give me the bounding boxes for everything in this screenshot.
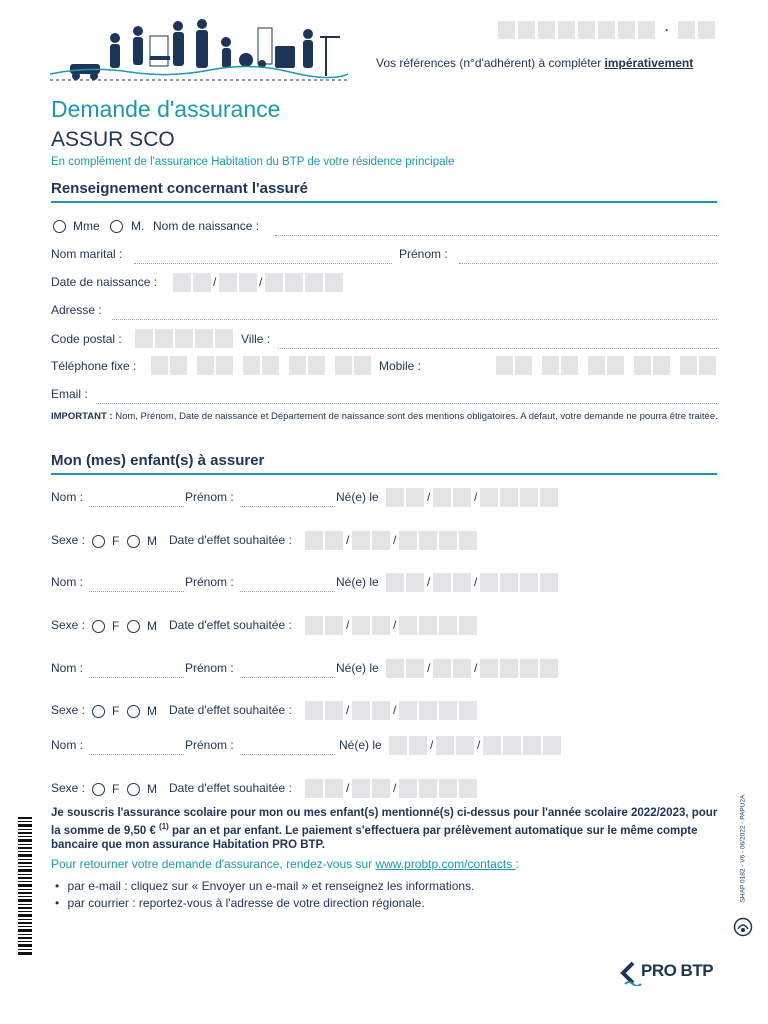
important-note (51, 411, 719, 423)
child-birth-date-box[interactable] (503, 736, 521, 755)
important-label: IMPORTANT : (51, 411, 113, 422)
child-birth-date-box[interactable] (406, 573, 424, 592)
effect-date-box[interactable] (325, 531, 343, 550)
references-label (376, 56, 693, 70)
date-slash: / (346, 781, 350, 795)
date-slash: / (427, 575, 431, 589)
mobile-box[interactable] (588, 356, 605, 375)
effect-date-label: Date d'effet souhaitée : (169, 618, 292, 632)
subscription-text-b: par an et par enfant. Le paiement s'effectuera par prélèvement automatique sur le même compte bancaire que mon assurance Habitation PRO BTP. (51, 824, 698, 851)
child-first-name-label: Prénom : (185, 661, 234, 675)
label-birth-date: Date de naissance : (51, 275, 158, 289)
label-mobile: Mobile : (379, 359, 422, 373)
mobile-box[interactable] (496, 356, 513, 375)
child-birth-date-box[interactable] (456, 736, 474, 755)
child-born-label: Né(e) le (336, 490, 379, 504)
ref-box[interactable] (578, 21, 595, 39)
child-name-label: Nom : (51, 575, 84, 589)
date-slash: / (474, 575, 478, 589)
child-name-label: Nom : (51, 490, 84, 504)
child-birth-date-box[interactable] (523, 736, 541, 755)
references-emphasis: impérativement (604, 56, 694, 70)
effect-date-box[interactable] (305, 616, 323, 635)
email-field[interactable] (96, 403, 717, 404)
child-birth-date-box[interactable] (520, 659, 538, 678)
bullet-mail-text: par courrier : reportez-vous à l'adresse de votre direction régionale. (67, 896, 425, 910)
workers-illustration (50, 16, 348, 86)
mobile-box[interactable] (653, 356, 670, 375)
effect-date-box[interactable] (439, 616, 457, 635)
radio-mme[interactable] (53, 220, 66, 233)
effect-date-box[interactable] (372, 701, 390, 720)
product-name: ASSUR SCO (51, 128, 175, 151)
child-first-name-label: Prénom : (185, 575, 234, 589)
child-birth-date-box[interactable] (453, 659, 471, 678)
effect-date-box[interactable] (305, 531, 323, 550)
label-m: M. (131, 219, 145, 233)
mobile-box[interactable] (699, 356, 716, 375)
phone-box[interactable] (243, 356, 260, 375)
mobile-box[interactable] (680, 356, 697, 375)
ref-box[interactable] (598, 21, 615, 39)
label-m-child: M (147, 782, 157, 796)
child-sex-label: Sexe : (51, 703, 86, 717)
child-birth-date-box[interactable] (433, 488, 451, 507)
date-slash: / (393, 703, 397, 717)
date-slash: / (474, 490, 478, 504)
label-m-child: M (147, 704, 157, 718)
mobile-box[interactable] (634, 356, 651, 375)
subscription-text (51, 806, 721, 852)
ref-box[interactable] (678, 21, 695, 39)
date-slash: / (393, 533, 397, 547)
effect-date-box[interactable] (399, 779, 417, 798)
document-code: SHAP 0182 - V6 - 06/2022 - PAPU2A (739, 794, 747, 903)
child-birth-date-box[interactable] (433, 573, 451, 592)
label-email: Email : (51, 387, 88, 401)
child-birth-date-box[interactable] (389, 736, 407, 755)
child-birth-date-box[interactable] (453, 573, 471, 592)
date-slash: / (213, 275, 217, 289)
effect-date-box[interactable] (399, 531, 417, 550)
round-logo-icon (733, 917, 753, 937)
bullet-dot: • (55, 896, 60, 910)
child-first-name-field[interactable] (240, 677, 335, 678)
married-name-field[interactable] (134, 263, 392, 264)
child-name-field[interactable] (89, 754, 184, 755)
birth-year-box[interactable] (325, 273, 343, 292)
effect-date-box[interactable] (325, 616, 343, 635)
child-birth-date-box[interactable] (500, 573, 518, 592)
effect-date-box[interactable] (459, 531, 477, 550)
section-children-title: Mon (mes) enfant(s) à assurer (51, 452, 717, 475)
subtitle: En complément de l'assurance Habitation du BTP de votre résidence principale (51, 156, 455, 168)
child-name-field[interactable] (89, 591, 184, 592)
effect-date-box[interactable] (305, 779, 323, 798)
effect-date-box[interactable] (352, 779, 370, 798)
child-birth-date-box[interactable] (520, 488, 538, 507)
date-slash: / (393, 781, 397, 795)
ref-box[interactable] (698, 21, 715, 39)
child-born-label: Né(e) le (336, 575, 379, 589)
phone-box[interactable] (170, 356, 187, 375)
child-born-label: Né(e) le (339, 738, 382, 752)
effect-date-label: Date d'effet souhaitée : (169, 703, 292, 717)
effect-date-box[interactable] (352, 616, 370, 635)
radio-f[interactable] (92, 535, 105, 548)
postal-code-box[interactable] (175, 329, 193, 348)
return-text-main: Pour retourner votre demande d'assurance, rendez-vous sur (51, 857, 376, 871)
date-slash: / (430, 738, 434, 752)
effect-date-box[interactable] (459, 779, 477, 798)
date-slash: / (474, 661, 478, 675)
child-birth-date-box[interactable] (543, 736, 561, 755)
child-birth-date-box[interactable] (540, 659, 558, 678)
child-birth-date-box[interactable] (540, 573, 558, 592)
subscription-footnote: (1) (159, 822, 169, 831)
phone-box[interactable] (308, 356, 325, 375)
child-birth-date-box[interactable] (500, 659, 518, 678)
references-text: Vos références (n°d'adhérent) à compléter (376, 56, 605, 70)
postal-code-box[interactable] (135, 329, 153, 348)
birth-year-box[interactable] (265, 273, 283, 292)
important-text: Nom, Prénom, Date de naissance et Département de naissance sont des mentions obligatoires. A défaut, votre demande ne pourra être traitée. (112, 411, 718, 422)
effect-date-box[interactable] (399, 616, 417, 635)
bullet-mail (55, 896, 425, 910)
contacts-link[interactable]: www.probtp.com/contacts (375, 857, 516, 871)
date-slash: / (346, 533, 350, 547)
child-sex-label: Sexe : (51, 533, 86, 547)
city-field[interactable] (278, 348, 717, 349)
label-birth-name: Nom de naissance : (153, 219, 260, 233)
child-birth-date-box[interactable] (500, 488, 518, 507)
effect-date-box[interactable] (419, 531, 437, 550)
child-birth-date-box[interactable] (436, 736, 454, 755)
mobile-box[interactable] (515, 356, 532, 375)
label-address: Adresse : (51, 303, 102, 317)
label-mme: Mme (73, 219, 100, 233)
date-slash: / (427, 490, 431, 504)
child-birth-date-box[interactable] (480, 573, 498, 592)
effect-date-box[interactable] (439, 531, 457, 550)
child-birth-date-box[interactable] (453, 488, 471, 507)
ref-box[interactable] (498, 21, 515, 39)
label-f: F (112, 782, 120, 796)
child-sex-label: Sexe : (51, 618, 86, 632)
date-slash: / (346, 703, 350, 717)
effect-date-box[interactable] (352, 701, 370, 720)
label-city: Ville : (241, 332, 271, 346)
radio-m[interactable] (110, 220, 123, 233)
child-birth-date-box[interactable] (386, 659, 404, 678)
effect-date-box[interactable] (419, 779, 437, 798)
effect-date-box[interactable] (419, 701, 437, 720)
effect-date-box[interactable] (352, 531, 370, 550)
label-postal-code: Code postal : (51, 332, 122, 346)
effect-date-label: Date d'effet souhaitée : (169, 533, 292, 547)
child-first-name-label: Prénom : (185, 738, 234, 752)
probtp-logo-text: PRO BTP (641, 961, 714, 980)
birth-month-box[interactable] (239, 273, 257, 292)
postal-code-box[interactable] (155, 329, 173, 348)
label-married-name: Nom marital : (51, 247, 123, 261)
radio-f[interactable] (92, 620, 105, 633)
birth-name-field[interactable] (275, 235, 717, 236)
child-birth-date-box[interactable] (480, 488, 498, 507)
child-name-field[interactable] (89, 506, 184, 507)
label-f: F (112, 704, 120, 718)
radio-m-child[interactable] (127, 620, 140, 633)
child-birth-date-box[interactable] (386, 573, 404, 592)
birth-year-box[interactable] (305, 273, 323, 292)
child-sex-label: Sexe : (51, 781, 86, 795)
date-slash: / (259, 275, 263, 289)
phone-box[interactable] (262, 356, 279, 375)
mobile-box[interactable] (542, 356, 559, 375)
date-slash: / (393, 618, 397, 632)
child-first-name-label: Prénom : (185, 490, 234, 504)
phone-box[interactable] (354, 356, 371, 375)
bullet-email-text: par e-mail : cliquez sur « Envoyer un e-mail » et renseignez les informations. (67, 879, 475, 893)
date-slash: / (427, 661, 431, 675)
postal-code-box[interactable] (215, 329, 233, 348)
child-name-label: Nom : (51, 661, 84, 675)
child-name-label: Nom : (51, 738, 84, 752)
child-first-name-field[interactable] (240, 754, 335, 755)
child-born-label: Né(e) le (336, 661, 379, 675)
date-slash: / (346, 618, 350, 632)
birth-year-box[interactable] (285, 273, 303, 292)
label-phone: Téléphone fixe : (51, 359, 137, 373)
radio-m-child[interactable] (127, 535, 140, 548)
child-birth-date-box[interactable] (483, 736, 501, 755)
bullet-dot: • (55, 879, 60, 893)
mobile-box[interactable] (607, 356, 624, 375)
child-first-name-field[interactable] (240, 591, 335, 592)
barcode (18, 817, 32, 955)
first-name-field[interactable] (459, 263, 717, 264)
phone-box[interactable] (289, 356, 306, 375)
page-title: Demande d'assurance (51, 96, 281, 122)
birth-day-box[interactable] (193, 273, 211, 292)
date-slash: / (477, 738, 481, 752)
child-birth-date-box[interactable] (520, 573, 538, 592)
child-first-name-field[interactable] (240, 506, 335, 507)
ref-box[interactable] (618, 21, 635, 39)
child-birth-date-box[interactable] (406, 488, 424, 507)
effect-date-box[interactable] (372, 531, 390, 550)
child-birth-date-box[interactable] (409, 736, 427, 755)
bullet-email (55, 879, 474, 893)
radio-f[interactable] (92, 705, 105, 718)
phone-box[interactable] (216, 356, 233, 375)
ref-separator: . (665, 20, 669, 34)
child-birth-date-box[interactable] (386, 488, 404, 507)
label-f: F (112, 619, 120, 633)
probtp-chevron-icon (617, 960, 643, 986)
radio-m-child[interactable] (127, 705, 140, 718)
effect-date-box[interactable] (419, 616, 437, 635)
effect-date-box[interactable] (372, 779, 390, 798)
address-field[interactable] (112, 319, 717, 320)
effect-date-label: Date d'effet souhaitée : (169, 781, 292, 795)
phone-box[interactable] (335, 356, 352, 375)
radio-f[interactable] (92, 783, 105, 796)
phone-box[interactable] (197, 356, 214, 375)
subscription-text-a: Je souscris l'assurance scolaire pour mon ou mes enfant(s) mentionné(s) ci-dessus pour l'année scolaire 2022/2023, pour la somme de 9,50 € (51, 807, 718, 837)
effect-date-box[interactable] (459, 701, 477, 720)
probtp-logo (617, 960, 717, 988)
effect-date-box[interactable] (439, 701, 457, 720)
mobile-box[interactable] (561, 356, 578, 375)
effect-date-box[interactable] (305, 701, 323, 720)
label-first-name: Prénom : (399, 247, 448, 261)
return-text (51, 857, 519, 871)
ref-box[interactable] (558, 21, 575, 39)
child-name-field[interactable] (89, 677, 184, 678)
phone-box[interactable] (151, 356, 168, 375)
ref-box[interactable] (518, 21, 535, 39)
radio-m-child[interactable] (127, 783, 140, 796)
label-m-child: M (147, 619, 157, 633)
child-birth-date-box[interactable] (406, 659, 424, 678)
child-birth-date-box[interactable] (433, 659, 451, 678)
effect-date-box[interactable] (372, 616, 390, 635)
birth-month-box[interactable] (219, 273, 237, 292)
effect-date-box[interactable] (325, 779, 343, 798)
child-birth-date-box[interactable] (540, 488, 558, 507)
postal-code-box[interactable] (195, 329, 213, 348)
child-birth-date-box[interactable] (480, 659, 498, 678)
ref-box[interactable] (638, 21, 655, 39)
label-m-child: M (147, 534, 157, 548)
effect-date-box[interactable] (459, 616, 477, 635)
effect-date-box[interactable] (399, 701, 417, 720)
birth-day-box[interactable] (173, 273, 191, 292)
label-f: F (112, 534, 120, 548)
effect-date-box[interactable] (439, 779, 457, 798)
ref-box[interactable] (538, 21, 555, 39)
return-colon: : (515, 857, 519, 871)
section-insured-title: Renseignement concernant l'assuré (51, 180, 717, 203)
effect-date-box[interactable] (325, 701, 343, 720)
